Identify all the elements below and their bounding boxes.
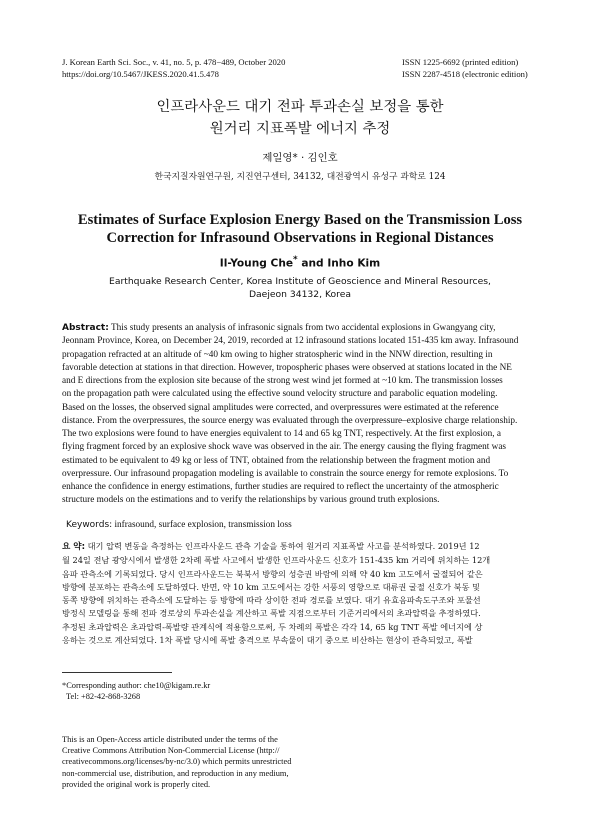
korean-summary-label: 요 약: (62, 542, 86, 552)
issn-print: ISSN 1225-6692 (printed edition) (402, 57, 519, 67)
korean-summary (62, 540, 540, 647)
license-line: Creative Commons Attribution Non-Commercial License (http:// (62, 746, 280, 756)
abstract-line: structure models on the estimations and to verify the relationships by various ground truth explosions. (62, 495, 440, 506)
english-affiliation-line: Daejeon 34132, Korea (248, 288, 352, 300)
corresponding-tel: Tel: +82-42-868-3268 (66, 692, 141, 701)
abstract-line: Based on the losses, the observed signal amplitudes were corrected, and overpressures were estimated at the reference (62, 402, 499, 413)
english-affiliation-line: Earthquake Research Center, Korea Institute of Geoscience and Mineral Resources, (109, 276, 491, 287)
korean-title-line: 원거리 지표폭발 에너지 추정 (209, 121, 391, 137)
abstract-line: on the propagation path were calculated using the effective sound velocity structure and parabolic equation modeling. (62, 389, 498, 400)
corresponding-author (62, 680, 210, 702)
author-name: Il-Young Che (219, 257, 294, 270)
english-affiliation (0, 276, 600, 301)
korean-title-line: 인프라사운드 대기 전파 투과손실 보정을 통한 (156, 99, 444, 115)
english-title (0, 211, 600, 247)
english-title-line: Correction for Infrasound Observations in Regional Distances (106, 230, 494, 246)
abstract-line: overpressure. Our infrasound propagation modeling is available to constrain the source energy for remote explosions. To (62, 468, 509, 479)
korean-summary-line: 방향에 분포하는 관측소에 도달하였다. 반면, 약 10 km 고도에서는 강한 서풍의 영향으로 대류권 굴절 신호가 북동 및 (62, 581, 480, 592)
journal-citation-block (62, 56, 285, 80)
abstract-line: The two explosions were found to have energies equivalent to 14 and 65 kg TNT, respectively. At the first explosion, a (62, 429, 501, 439)
keywords (66, 520, 292, 530)
footnote-divider (62, 672, 172, 673)
abstract-line: favorable detection at stations in that direction. However, tropospheric phases were observed at stations located in the NE (62, 362, 512, 373)
abstract (62, 322, 540, 508)
korean-affiliation: 한국지질자원연구원, 지진연구센터, 34132, 대전광역시 유성구 과학로 124 (154, 172, 446, 182)
license-line: provided the original work is properly cited. (62, 779, 211, 789)
abstract-line: flying fragment forced by an explosive shock wave was observed in the air. The energy causing the flying fragment was (62, 442, 507, 453)
korean-summary-line: 추정된 초과압력은 초과압력-폭발량 관계식에 적용함으로써, 두 차례의 폭발은 각각 14, 65 kg TNT 폭발 에너지에 상 (62, 621, 483, 632)
abstract-line: estimated to be equivalent to 49 kg or less of TNT, obtained from the relationship between the fragment motion and (62, 455, 491, 466)
korean-authors: 제일영* · 김인호 (262, 152, 338, 164)
license-line: creativecommons.org/licenses/by-nc/3.0) which permits unrestricted (62, 757, 292, 767)
abstract-label: Abstract: (62, 323, 109, 333)
korean-summary-line: 응하는 것으로 계산되었다. 1차 폭발 당시에 폭발 충격으로 부속물이 대기 중으로 비산하는 현상이 관측되었고, 폭발 (62, 635, 473, 646)
abstract-line: Jeonnam Province, Korea, on December 24, 2019, recorded at 12 infrasound stations located 151-435 km away. Infrasound (62, 336, 519, 347)
abstract-line: propagation refracted at an altitude of ~40 km owing to higher stratospheric wind in the NNW direction, resulting in (62, 349, 493, 360)
keywords-text: infrasound, surface explosion, transmission loss (112, 520, 292, 530)
abstract-line: enhance the confidence in energy estimations, further studies are required to reflect the uncertainty of the atmospheric (62, 482, 499, 492)
journal-citation: J. Korean Earth Sci. Soc., v. 41, no. 5, p. 478−489, October 2020 (62, 57, 286, 67)
korean-summary-line: 대기 압력 변동을 측정하는 인프라사운드 관측 기술을 통하여 원거리 지표폭발 사고를 분석하였다. 2019년 12 (85, 541, 480, 551)
author-name: and Inho Kim (297, 257, 381, 270)
keywords-label: Keywords: (66, 520, 113, 530)
abstract-line: distance. From the overpressures, the source energy was evaluated through the overpressure–explosive charge relationship. (62, 415, 518, 426)
korean-summary-line: 음파 관측소에 기록되었다. 당시 인프라사운드는 북북서 방향의 성층권 바람에 의해 약 40 km 고도에서 굴절되어 같은 (62, 568, 483, 579)
license-line: This is an Open-Access article distributed under the terms of the (62, 735, 278, 744)
korean-title (0, 96, 600, 140)
korean-summary-line: 월 24일 전남 광양시에서 발생한 2차례 폭발 사고에서 발생한 인프라사운드 신호가 151-435 km 거리에 위치하는 12개 (62, 555, 491, 566)
korean-summary-line: 방정식 모델링을 통해 전파 경로상의 투과손실을 계산하고 폭발 지점으로부터 기준거리에서의 초과압력을 추정하였다. (62, 608, 481, 619)
corresponding-email[interactable]: *Corresponding author: che10@kigam.re.kr (62, 681, 211, 690)
corresponding-mark: * (293, 255, 298, 265)
abstract-line: and E directions from the explosion site because of the strong west wind jet formed at ~10 km. The transmission losses (62, 376, 503, 386)
korean-summary-line: 동쪽 방향에 위치하는 관측소에 도달하는 등 방향에 따라 상이한 전파 경로를 보였다. 대기 유효음파속도구조와 포물선 (62, 595, 481, 606)
license-notice (62, 734, 292, 790)
english-authors (0, 255, 600, 270)
issn-block (402, 56, 528, 80)
abstract-line: This study presents an analysis of infrasonic signals from two accidental explosions in Gwangyang city, (108, 323, 496, 333)
english-title-line: Estimates of Surface Explosion Energy Based on the Transmission Loss (77, 212, 523, 228)
doi-link[interactable]: https://doi.org/10.5467/JKESS.2020.41.5.478 (62, 69, 219, 79)
issn-electronic: ISSN 2287-4518 (electronic edition) (402, 69, 528, 79)
license-line: non-commercial use, distribution, and reproduction in any medium, (62, 768, 289, 778)
